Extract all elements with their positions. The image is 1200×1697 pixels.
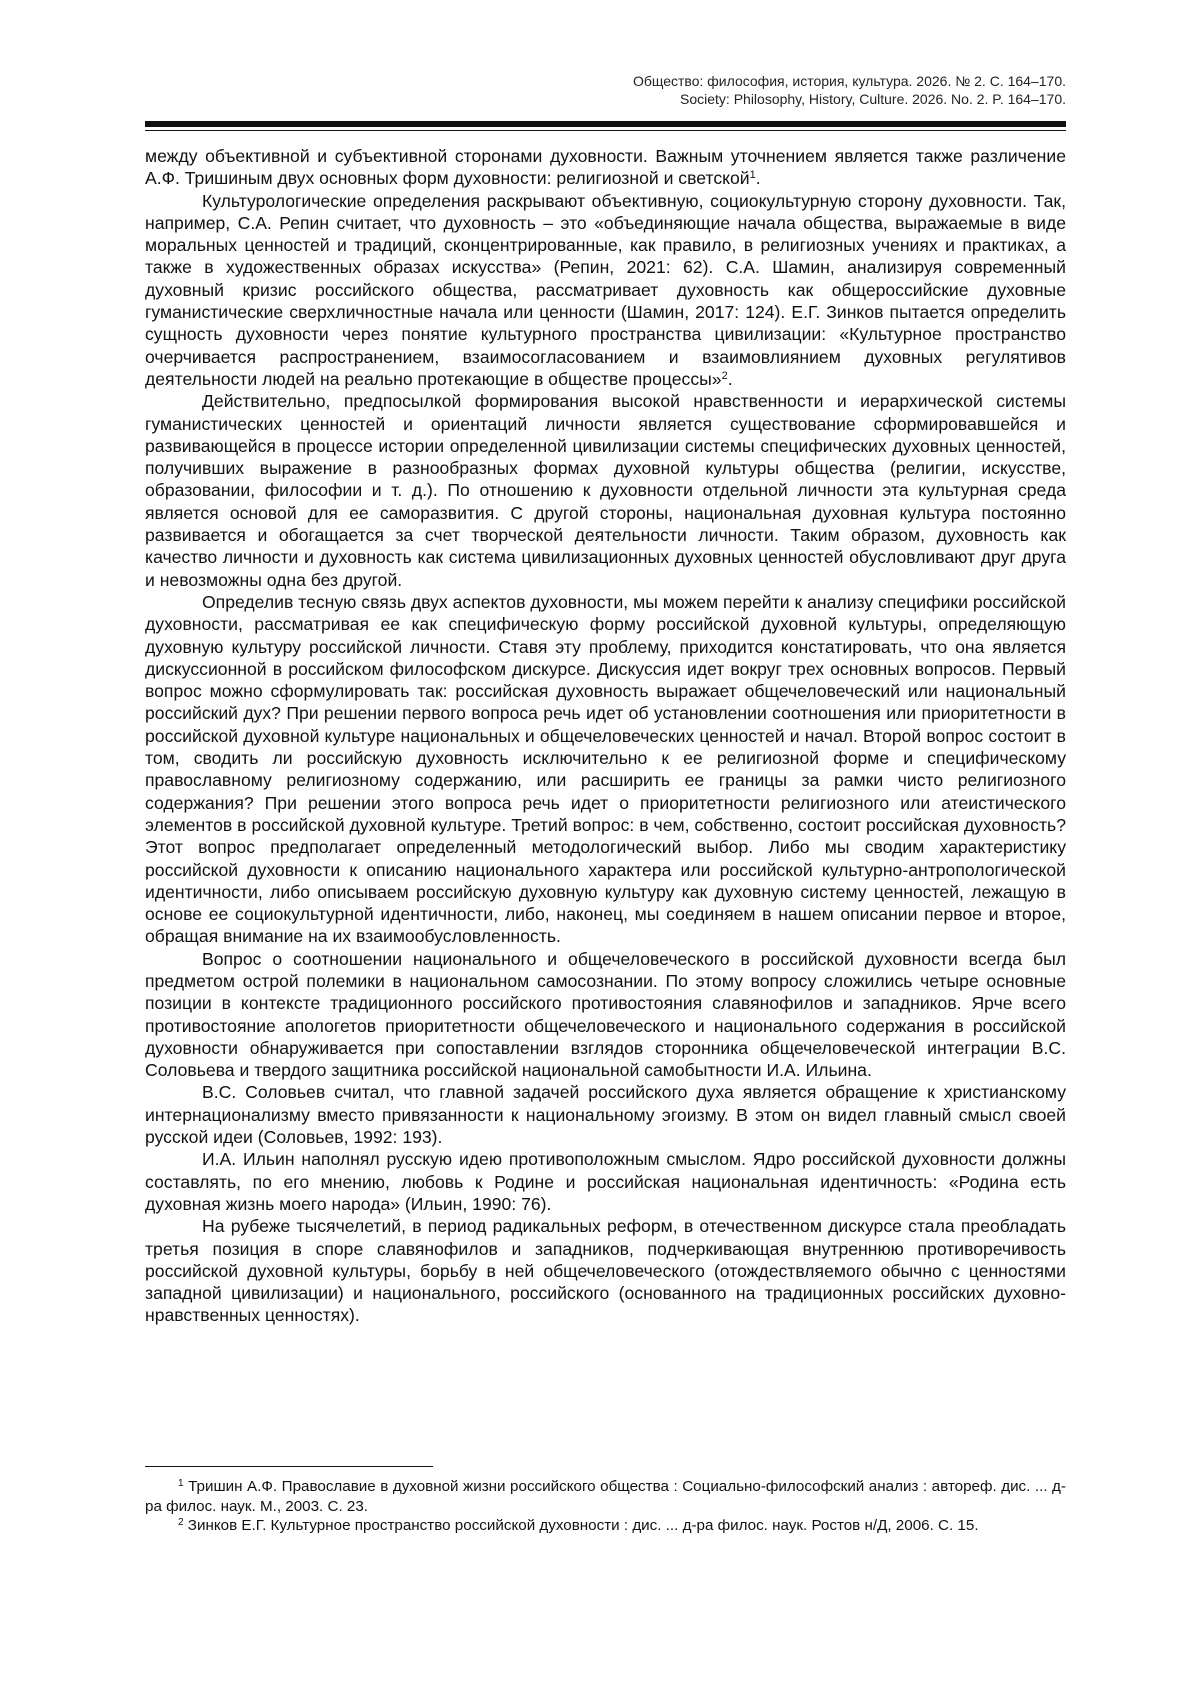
paragraph: В.С. Соловьев считал, что главной задачей российского духа является обращение к христианскому интернационализму вместо привязанности к национальному эгоизму. В этом он видел главный смысл своей русской идеи (Соловьев, 1992: 193). <box>145 1082 1066 1148</box>
paragraph-continuation: между объективной и субъективной сторонами духовности. Важным уточнением является также различение А.Ф. Тришиным двух основных форм духовности: религиозной и светской$^1$. <box>145 146 1066 189</box>
footnote-number: 1 <box>178 1478 184 1489</box>
footnote-ref-2: 2 <box>721 369 728 382</box>
footnotes <box>145 1477 1066 1536</box>
header-citation-en: Society: Philosophy, History, Culture. 2026. No. 2. P. 164–170. <box>680 91 1066 107</box>
article-body <box>145 145 1066 1327</box>
paragraph: На рубеже тысячелетий, в период радикальных реформ, в отечественном дискурсе стала преобладать третья позиция в споре славянофилов и западников, подчеркивающая внутреннюю противоречивость российской духовной культуры, борьбу в ней общечеловеческого (отождествляемого обычно с ценностями западной цивилизации) и национального, российского (основанного на традиционных российских духовно-нравственных ценностях). <box>145 1216 1066 1326</box>
paragraph: Действительно, предпосылкой формирования высокой нравственности и иерархической системы гуманистических ценностей и ориентаций личности является существование сформировавшейся и развивающейся в процессе истории определенной цивилизации системы специфических духовных ценностей, получивших выражение в разнообразных формах духовной культуры общества (религии, искусстве, образовании, философии и т. д.). По отношению к духовности отдельной личности эта культурная среда является основой для ее саморазвития. С другой стороны, национальная духовная культура постоянно развивается и обогащается за счет творческой деятельности личности. Таким образом, духовность как качество личности и духовность как система цивилизационных духовных ценностей обусловливают друг друга и невозможны одна без другой. <box>145 391 1066 590</box>
footnote-text: Тришин А.Ф. Православие в духовной жизни российского общества : Социально-философский анализ : автореф. дис. ... д-ра филос. наук. М., 2003. С. 23. <box>145 1478 1066 1515</box>
footnote-ref-1: 1 <box>749 169 756 182</box>
footnote-2 <box>145 1516 1066 1536</box>
footnote-1 <box>145 1477 1066 1516</box>
paragraph: Определив тесную связь двух аспектов духовности, мы можем перейти к анализу специфики российской духовности, рассматривая ее как специфическую форму российской духовной культуры, определяющую духовную культуру российской личности. Ставя эту проблему, приходится констатировать, что она является дискуссионной в российском философском дискурсе. Дискуссия идет вокруг трех основных вопросов. Первый вопрос можно сформулировать так: российская духовность выражает общечеловеческий или национальный российский дух? При решении первого вопроса речь идет об установлении соотношения или приоритетности в российской духовной культуре национальных и общечеловеческих ценностей и начал. Второй вопрос состоит в том, сводить ли российскую духовность исключительно к ее религиозной форме и специфическому православному религиозному содержанию, или расширить ее границы за рамки чисто религиозного содержания? При решении этого вопроса речь идет о приоритетности религиозного или атеистического элементов в российской духовной культуре. Третий вопрос: в чем, собственно, состоит российская духовность? Этот вопрос предполагает определенный методологический выбор. Либо мы сводим характеристику российской духовности к описанию национального характера или российской культурно-антропологической идентичности, либо описываем российскую духовную культуру как духовную систему ценностей, лежащую в основе ее социокультурной идентичности, либо, наконец, мы соединяем в нашем описании первое и второе, обращая внимание на их взаимообусловленность. <box>145 591 1066 947</box>
paragraph: Вопрос о соотношении национального и общечеловеческого в российской духовности всегда был предметом острой полемики в национальном самосознании. По этому вопросу сложились четыре основные позиции в контексте традиционного российского противостояния славянофилов и западников. Ярче всего противостояние апологетов приоритетности общечеловеческого и национального содержания в российской духовности обнаруживается при сопоставлении взглядов сторонника общечеловеческой интеграции В.С. Соловьева и твердого защитника российской национальной самобытности И.А. Ильина. <box>145 948 1066 1081</box>
footnote-separator <box>145 1466 433 1467</box>
footnote-text: Зинков Е.Г. Культурное пространство российской духовности : дис. ... д-ра филос. наук. Ростов н/Д, 2006. С. 15. <box>187 1517 979 1534</box>
running-header <box>145 72 1066 108</box>
footnote-number: 2 <box>178 1517 184 1528</box>
paragraph: И.А. Ильин наполнял русскую идею противоположным смыслом. Ядро российской духовности должны составлять, по его мнению, любовь к Родине и российская национальная идентичность: «Родина есть духовная жизнь моего народа» (Ильин, 1990: 76). <box>145 1149 1066 1214</box>
paragraph: Культурологические определения раскрывают объективную, социокультурную сторону духовности. Так, например, С.А. Репин считает, что духовность – это «объединяющие начала общества, выражаемые в виде моральных ценностей и традиций, сконцентрированные, как правило, в религиозных учениях и практиках, а также в художественных образах искусства» (Репин, 2021: 62). С.А. Шамин, анализируя современный духовный кризис российского общества, рассматривает духовность как общероссийские духовные гуманистические сверхличностные начала или ценности (Шамин, 2017: 124). Е.Г. Зинков пытается определить сущность духовности через понятие культурного пространства цивилизации: «Культурное пространство очерчивается распространением, взаимосогласованием и взаимовлиянием духовных регулятивов деятельности людей на реально протекающие в обществе процессы»$^2$. <box>145 190 1066 389</box>
header-rule-thick <box>145 121 1066 127</box>
header-citation-ru: Общество: философия, история, культура. 2026. № 2. С. 164–170. <box>632 73 1066 89</box>
header-rule-thin <box>145 130 1066 131</box>
